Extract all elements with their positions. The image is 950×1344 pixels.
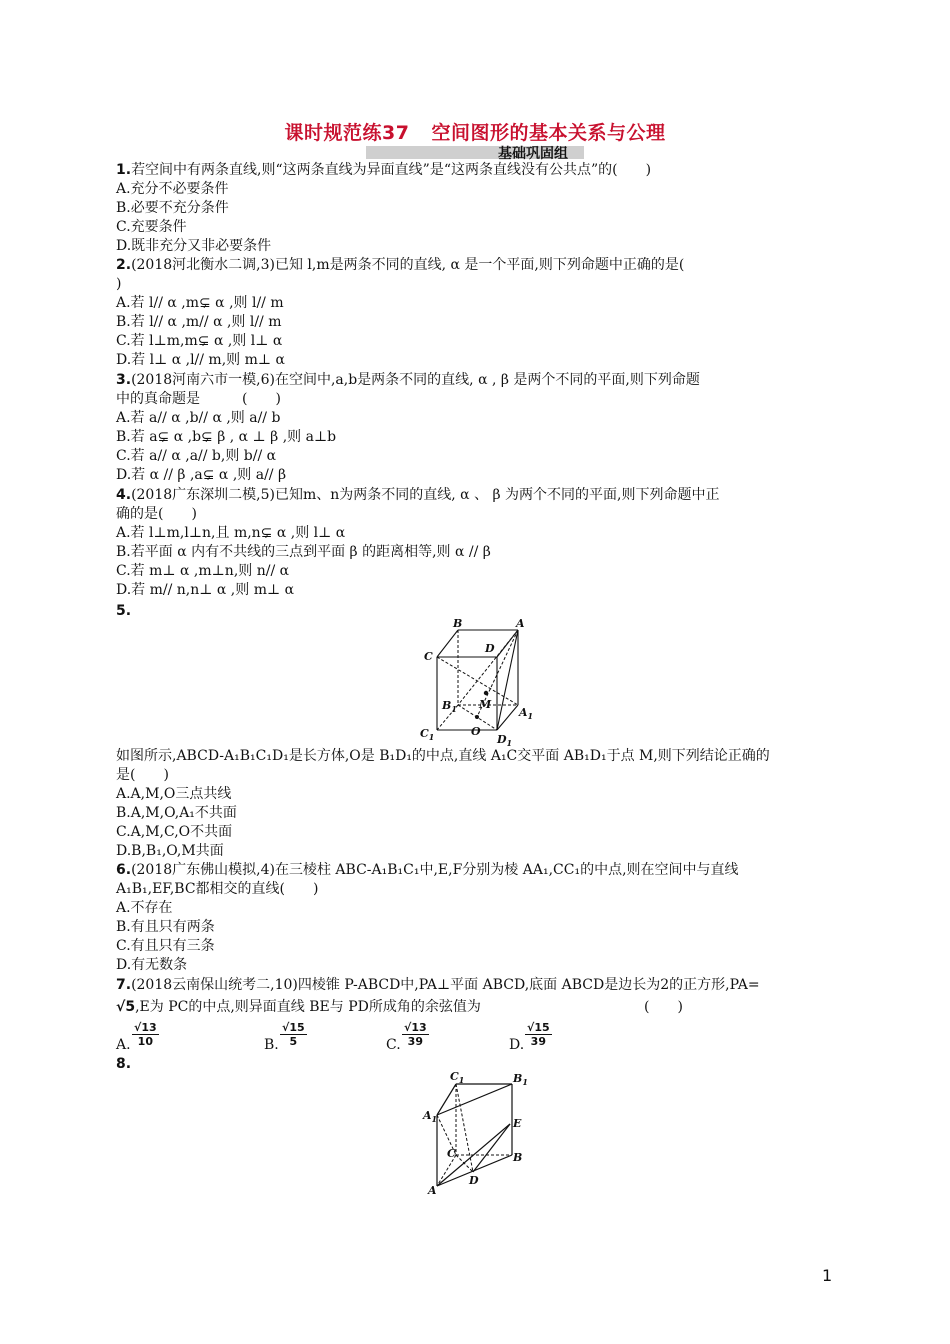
question-3-cont: 中的真命题是 ( ): [116, 391, 281, 407]
q1-option-c: C.充要条件: [116, 219, 187, 235]
question-6: 6.(2018广东佛山模拟,4)在三棱柱 ABC-A₁B₁C₁中,E,F分别为棱 AA₁,CC₁的中点,则在空间中与直线: [116, 862, 739, 878]
q7-option-c-fraction: $\frac{√13}{39}$: [404, 1021, 427, 1048]
label-e: E: [513, 1117, 522, 1130]
question-6-cont: A₁B₁,EF,BC都相交的直线( ): [116, 881, 319, 897]
page-number: 1: [822, 1266, 833, 1285]
point-o: [475, 715, 479, 719]
question-5-cont: 是( ): [116, 767, 169, 783]
q3-option-c: C.若 a// α ,a// b,则 b// α: [116, 448, 277, 464]
label-a: A: [516, 617, 525, 630]
question-8: 8.: [116, 1056, 132, 1072]
q6-option-c: C.有且只有三条: [116, 938, 215, 954]
title-right: 空间图形的基本关系与公理: [431, 122, 666, 144]
page-title: [0, 118, 950, 145]
label-m: M: [479, 698, 492, 711]
q7-option-b-label: B.: [264, 1037, 279, 1053]
question-7-cont: √5,E为 PC的中点,则异面直线 BE与 PD所成角的余弦值为: [116, 999, 481, 1015]
q7-option-b-fraction: $\frac{√15}{5}$: [282, 1021, 305, 1048]
q2-option-d: D.若 l⊥ α ,l// m,则 m⊥ α: [116, 352, 285, 368]
q4-option-a: A.若 l⊥m,l⊥n,且 m,n⊊ α ,则 l⊥ α: [116, 525, 346, 541]
label-b: B: [513, 1151, 523, 1164]
label-d1: $D_1$: [497, 733, 513, 748]
q3-option-d: D.若 α // β ,a⊊ α ,则 a// β: [116, 467, 287, 483]
q7-option-d-label: D.: [509, 1037, 525, 1053]
label-c: C: [447, 1147, 456, 1160]
line-ad1: [497, 630, 518, 730]
label-b1: $B_1$: [442, 699, 457, 714]
q5-option-b: B.A,M,O,A₁不共面: [116, 805, 237, 821]
q7-option-a-fraction: $\frac{√13}{10}$: [134, 1021, 157, 1048]
question-4-cont: 确的是( ): [116, 506, 197, 522]
q5-option-a: A.A,M,O三点共线: [116, 786, 232, 802]
q7-option-d-fraction: $\frac{√15}{39}$: [527, 1021, 550, 1048]
edge-a1c1: [437, 1084, 456, 1115]
q7-option-a-label: A.: [116, 1037, 131, 1053]
question-7-paren: ( ): [644, 999, 683, 1015]
line-de: [473, 1124, 510, 1172]
label-a1: $A_1$: [519, 706, 534, 721]
q1-option-a: A.充分不必要条件: [116, 181, 229, 197]
q2-option-a: A.若 l// α ,m⊊ α ,则 l// m: [116, 295, 284, 311]
prism-figure: [418, 1068, 538, 1198]
title-left: 课时规范练37: [284, 122, 410, 144]
label-c: C: [424, 650, 433, 663]
label-c1: $C_1$: [450, 1070, 465, 1085]
question-7: 7.(2018云南保山统考二,10)四棱锥 P-ABCD中,PA⊥平面 ABCD,底面 ABCD是边长为2的正方形,PA=: [116, 977, 760, 993]
question-2-cont: ): [116, 276, 122, 292]
point-m: [484, 691, 488, 695]
q1-option-b: B.必要不充分条件: [116, 200, 229, 216]
label-d: D: [485, 642, 495, 655]
label-a1: $A_1$: [423, 1109, 438, 1124]
q4-option-b: B.若平面 α 内有不共线的三点到平面 β 的距离相等,则 α // β: [116, 544, 491, 560]
q2-option-c: C.若 l⊥m,m⊊ α ,则 l⊥ α: [116, 333, 283, 349]
question-5: 5.: [116, 603, 132, 619]
question-4: 4.(2018广东深圳二模,5)已知m、n为两条不同的直线, α 、 β 为两个不同的平面,则下列命题中正: [116, 487, 720, 503]
label-o: O: [471, 725, 481, 738]
question-1: 1.若空间中有两条直线,则“这两条直线为异面直线”是“这两条直线没有公共点”的( ): [116, 162, 652, 178]
q2-option-b: B.若 l// α ,m// α ,则 l// m: [116, 314, 282, 330]
q6-option-d: D.有无数条: [116, 957, 188, 973]
question-5-text: 如图所示,ABCD-A₁B₁C₁D₁是长方体,O是 B₁D₁的中点,直线 A₁C交平面 AB₁D₁于点 M,则下列结论正确的: [116, 748, 770, 764]
edge-a1b1: [437, 1084, 512, 1115]
hidden-line-ca1: [437, 657, 518, 705]
label-b1: $B_1$: [513, 1072, 528, 1087]
q1-option-d: D.既非充分又非必要条件: [116, 238, 272, 254]
q5-option-c: C.A,M,C,O不共面: [116, 824, 233, 840]
edge-cb: [437, 630, 458, 657]
label-d: D: [469, 1174, 479, 1187]
q3-option-a: A.若 a// α ,b// α ,则 a// b: [116, 410, 281, 426]
label-a: A: [428, 1184, 437, 1197]
question-3: 3.(2018河南六市一模,6)在空间中,a,b是两条不同的直线, α , β 是两个不同的平面,则下列命题: [116, 372, 700, 388]
label-c1: $C_1$: [420, 727, 435, 742]
label-b: B: [453, 617, 463, 630]
section-heading: 基础巩固组: [498, 146, 568, 162]
q7-option-c-label: C.: [386, 1037, 401, 1053]
q6-option-a: A.不存在: [116, 900, 173, 916]
question-2: 2.(2018河北衡水二调,3)已知 l,m是两条不同的直线, α 是一个平面,则下列命题中正确的是(: [116, 257, 685, 273]
q3-option-b: B.若 a⊊ α ,b⊊ β , α ⊥ β ,则 a⊥b: [116, 429, 337, 445]
q4-option-c: C.若 m⊥ α ,m⊥n,则 n// α: [116, 563, 290, 579]
q5-option-d: D.B,B₁,O,M共面: [116, 843, 224, 859]
cuboid-figure: [415, 612, 545, 748]
hidden-line-c1d: [456, 1084, 473, 1172]
sqrt-5: √5: [116, 999, 136, 1015]
q6-option-b: B.有且只有两条: [116, 919, 215, 935]
q4-option-d: D.若 m// n,n⊥ α ,则 m⊥ α: [116, 582, 295, 598]
